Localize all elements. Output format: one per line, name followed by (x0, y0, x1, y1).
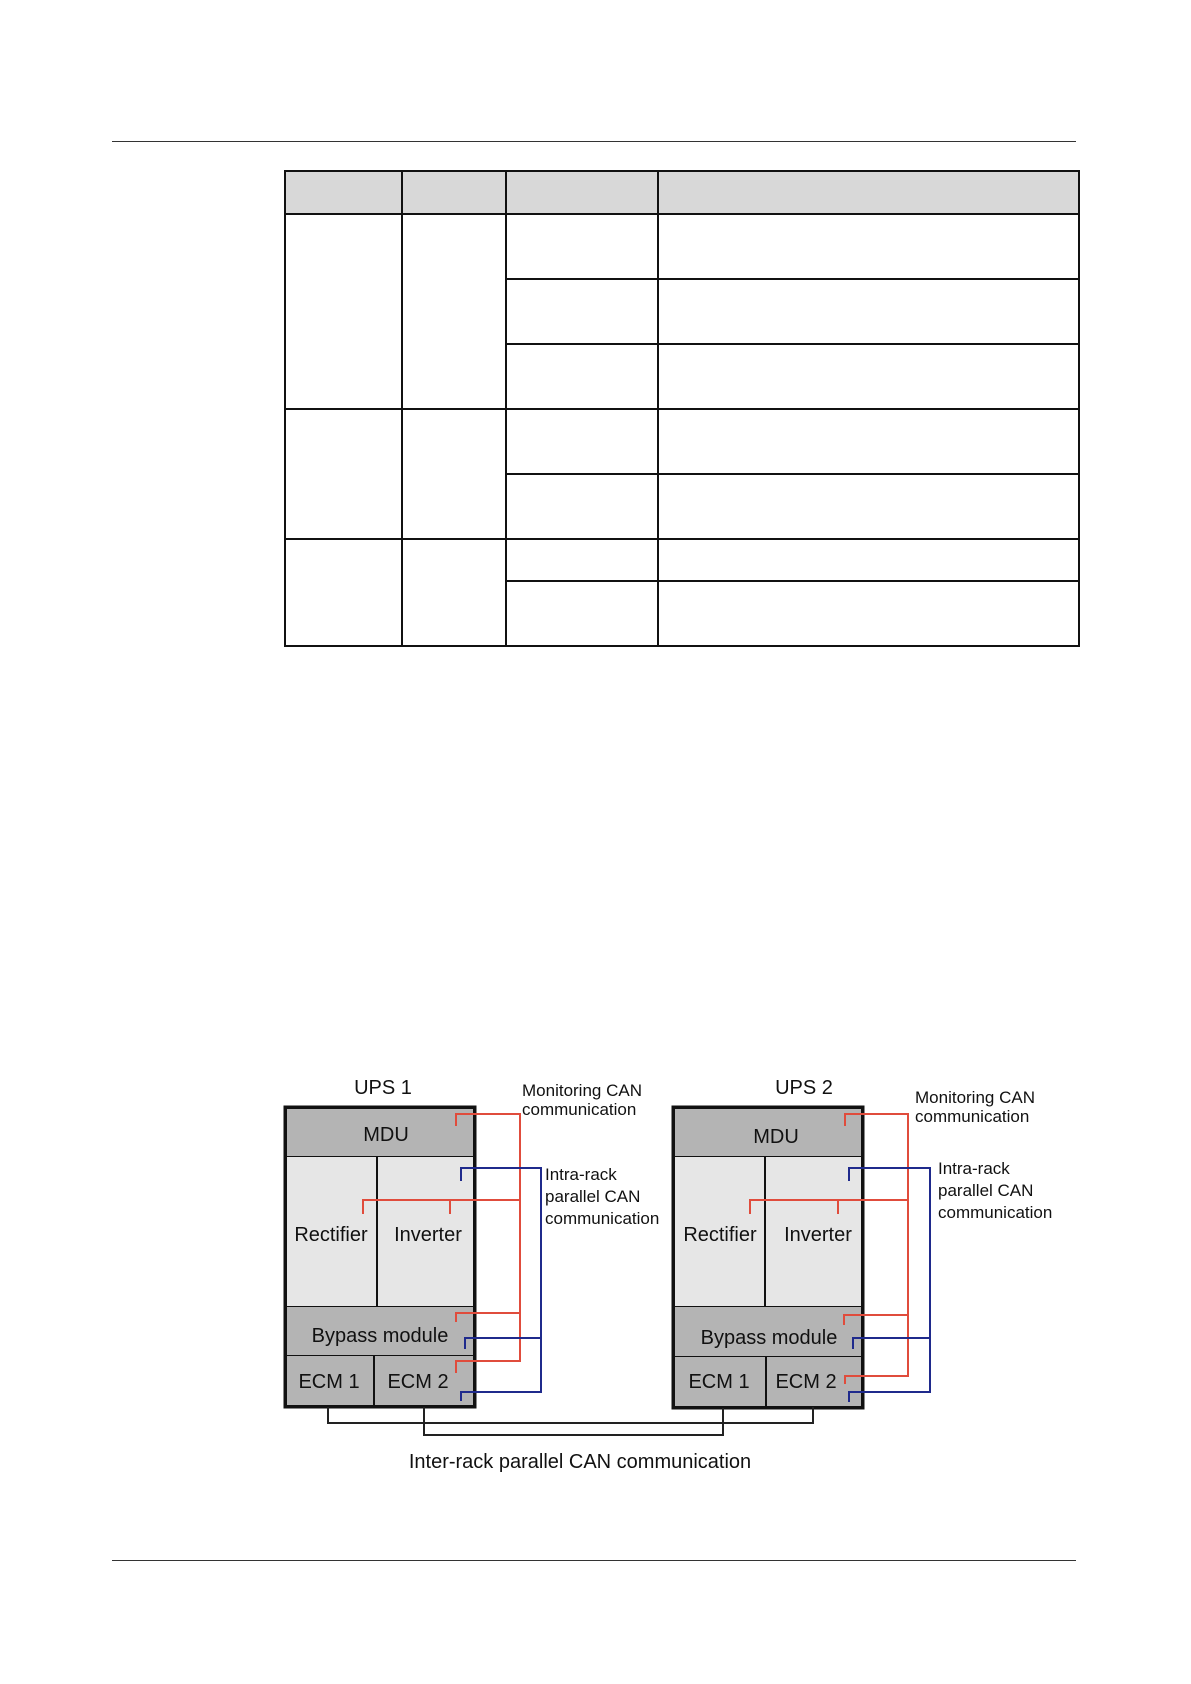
ups1-rectifier-label: Rectifier (294, 1224, 368, 1246)
ups1-rack (285, 1077, 659, 1407)
inter-rack-can-label: Inter-rack parallel CAN communication (408, 1451, 752, 1473)
ups1-ecm2-label: ECM 2 (387, 1371, 449, 1393)
ups2-inverter-label: Inverter (784, 1224, 852, 1246)
ups1-title: UPS 1 (354, 1077, 412, 1099)
ups1-inverter-label: Inverter (394, 1224, 462, 1246)
ups2-ecm2-label: ECM 2 (775, 1371, 837, 1393)
ups2-bypass-label: Bypass module (700, 1327, 838, 1349)
ups2-intra-rack-can-label: Intra-rack parallel CAN communication (938, 1159, 1053, 1222)
ups2-rack (673, 1077, 1052, 1408)
ups2-monitoring-can-label: Monitoring CAN communication (915, 1088, 1035, 1126)
inter-rack-can-lines (328, 1407, 813, 1435)
ups1-intra-rack-can-label: Intra-rack parallel CAN communication (545, 1165, 660, 1228)
ups1-monitoring-can-label: Monitoring CAN communication (522, 1081, 642, 1119)
ups2-ecm1-label: ECM 1 (688, 1371, 750, 1393)
footer-rule (112, 1560, 1076, 1561)
ups1-bypass-label: Bypass module (311, 1325, 449, 1347)
ups2-title: UPS 2 (775, 1077, 833, 1099)
ups2-mdu-label: MDU (753, 1126, 799, 1148)
ups1-ecm1-label: ECM 1 (298, 1371, 360, 1393)
ups2-rectifier-label: Rectifier (683, 1224, 757, 1246)
ups1-mdu-label: MDU (363, 1124, 409, 1146)
